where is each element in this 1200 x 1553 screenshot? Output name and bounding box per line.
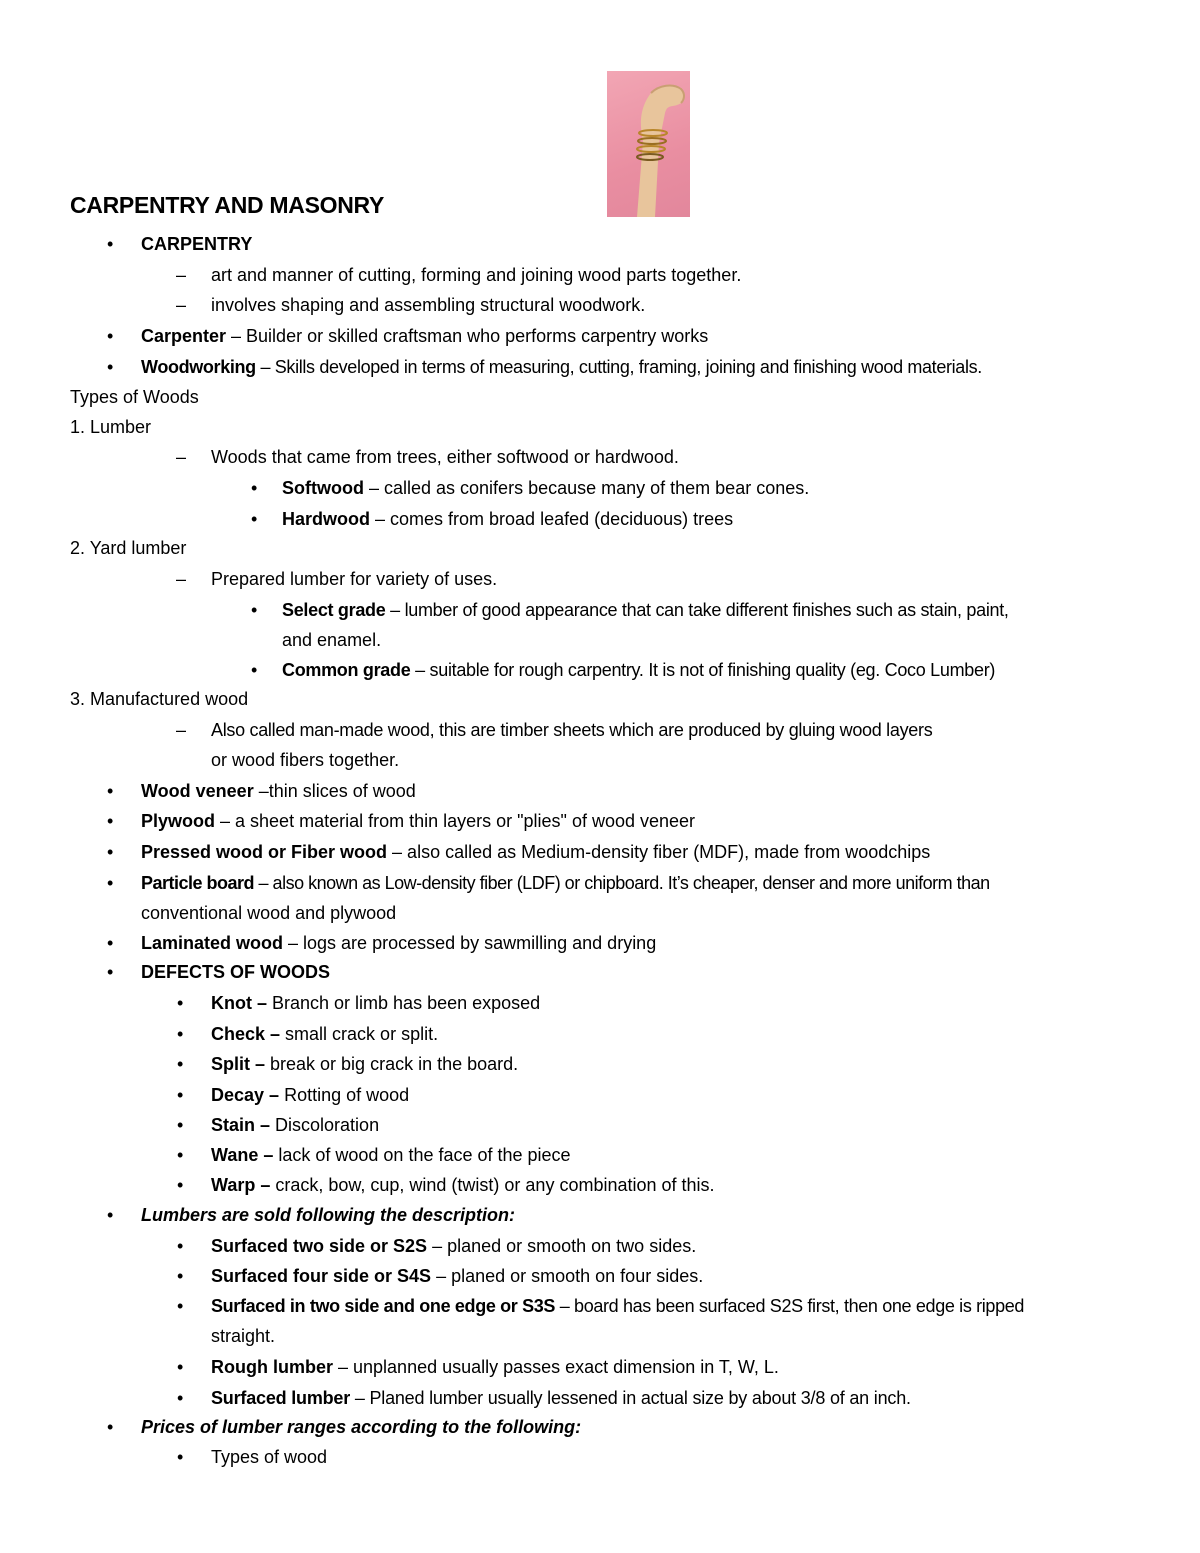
list-item <box>141 932 656 954</box>
definition: – suitable for rough carpentry. It is not of finishing quality (eg. Coco Lumber) <box>410 660 996 680</box>
list-item <box>282 659 995 681</box>
term: Woodworking <box>141 357 256 377</box>
term: Surfaced four side or S4S <box>211 1266 432 1286</box>
text-line: Prepared lumber for variety of uses. <box>211 569 498 589</box>
bullet: • <box>107 873 114 893</box>
term: Wood veneer <box>141 781 254 801</box>
list-item <box>211 1144 571 1166</box>
list-item <box>282 477 809 499</box>
definition: Discoloration <box>270 1115 380 1135</box>
list-item <box>211 1356 779 1378</box>
bullet: • <box>107 326 114 346</box>
term: Softwood <box>282 478 364 498</box>
text-line: Woods that came from trees, either softwood or hardwood. <box>211 447 679 467</box>
definition: – also called as Medium-density fiber (MDF), made from woodchips <box>387 842 931 862</box>
numbered-heading: 2. Yard lumber <box>70 538 187 558</box>
bullet: • <box>177 1296 184 1316</box>
term: Select grade <box>282 600 386 620</box>
list-item <box>282 599 1009 621</box>
bullet: • <box>107 234 114 254</box>
definition: –thin slices of wood <box>253 781 416 801</box>
definition: break or big crack in the board. <box>265 1054 519 1074</box>
bullet: • <box>177 1175 184 1195</box>
term: Rough lumber <box>211 1357 333 1377</box>
definition: Branch or limb has been exposed <box>267 993 541 1013</box>
term: Split – <box>211 1054 266 1074</box>
bullet: • <box>177 1115 184 1135</box>
list-item <box>211 1265 703 1287</box>
bullet: • <box>107 1205 114 1225</box>
text-line: involves shaping and assembling structural woodwork. <box>211 295 646 315</box>
bullet: • <box>177 1054 184 1074</box>
list-item <box>141 325 708 347</box>
list-item <box>211 992 540 1014</box>
bullet: • <box>177 1388 184 1408</box>
bullet: • <box>251 600 258 620</box>
bullet: • <box>177 1236 184 1256</box>
bullet: • <box>251 478 258 498</box>
bullet: • <box>177 1024 184 1044</box>
dash: – <box>176 720 187 740</box>
list-item: Types of wood <box>211 1447 328 1467</box>
list-item <box>141 810 695 832</box>
term: Wane – <box>211 1145 274 1165</box>
definition: – a sheet material from thin layers or "plies" of wood veneer <box>215 811 696 831</box>
term: Check – <box>211 1024 281 1044</box>
list-item <box>211 1174 715 1196</box>
list-item <box>282 508 733 530</box>
definition: crack, bow, cup, wind (twist) or any combination of this. <box>270 1175 715 1195</box>
term: Laminated wood <box>141 933 284 953</box>
text-line: straight. <box>211 1326 276 1346</box>
term: Surfaced in two side and one edge or S3S <box>211 1296 556 1316</box>
list-item <box>141 356 982 378</box>
list-item <box>211 1084 409 1106</box>
definition: – Skills developed in terms of measuring, cutting, framing, joining and finishing wood materials. <box>255 357 982 377</box>
text-line: Also called man-made wood, this are timber sheets which are produced by gluing wood layers <box>211 720 933 740</box>
bullet: • <box>177 1266 184 1286</box>
bullet: • <box>177 1447 184 1467</box>
bullet: • <box>107 1417 114 1437</box>
definition: – planed or smooth on four sides. <box>431 1266 704 1286</box>
dash: – <box>176 295 187 315</box>
heading-prices: Prices of lumber ranges according to the following: <box>141 1417 582 1437</box>
text-line: conventional wood and plywood <box>141 903 397 923</box>
list-item <box>211 1295 1024 1317</box>
term: Knot – <box>211 993 267 1013</box>
numbered-heading: 3. Manufactured wood <box>70 689 249 709</box>
list-item <box>211 1053 518 1075</box>
text-line: art and manner of cutting, forming and joining wood parts together. <box>211 265 742 285</box>
term: Particle board <box>141 873 255 893</box>
definition: – Planed lumber usually lessened in actual size by about 3/8 of an inch. <box>350 1388 911 1408</box>
heading-defects: DEFECTS OF WOODS <box>141 962 330 982</box>
bullet: • <box>177 1145 184 1165</box>
bullet: • <box>177 993 184 1013</box>
bullet: • <box>177 1085 184 1105</box>
definition: – lumber of good appearance that can take different finishes such as stain, paint, <box>385 600 1009 620</box>
heading-lumbers-sold: Lumbers are sold following the description: <box>141 1205 516 1225</box>
text-line: and enamel. <box>282 630 382 650</box>
term: Carpenter <box>141 326 227 346</box>
definition: – Builder or skilled craftsman who performs carpentry works <box>226 326 709 346</box>
definition: lack of wood on the face of the piece <box>273 1145 571 1165</box>
definition: – comes from broad leafed (deciduous) trees <box>370 509 734 529</box>
definition: – also known as Low-density fiber (LDF) or chipboard. It’s cheaper, denser and more uniform than <box>254 873 990 893</box>
list-item <box>211 1023 438 1045</box>
term: Surfaced lumber <box>211 1388 351 1408</box>
bullet: • <box>107 842 114 862</box>
bullet: • <box>251 660 258 680</box>
list-item <box>141 780 416 802</box>
definition: – board has been surfaced S2S first, then one edge is ripped <box>555 1296 1025 1316</box>
bullet: • <box>107 962 114 982</box>
definition: small crack or split. <box>280 1024 439 1044</box>
section-heading: Types of Woods <box>70 387 199 407</box>
definition: Rotting of wood <box>279 1085 410 1105</box>
list-item <box>211 1114 379 1136</box>
header-photo <box>607 71 690 217</box>
page-title: CARPENTRY AND MASONRY <box>70 192 385 218</box>
bullet: • <box>107 811 114 831</box>
term: Hardwood <box>282 509 370 529</box>
bullet: • <box>107 781 114 801</box>
term: Pressed wood or Fiber wood <box>141 842 388 862</box>
definition: – planed or smooth on two sides. <box>427 1236 697 1256</box>
list-item <box>211 1235 696 1257</box>
hand-with-rings-icon <box>607 71 690 217</box>
term: Stain – <box>211 1115 271 1135</box>
definition: – logs are processed by sawmilling and drying <box>283 933 657 953</box>
list-item <box>141 841 930 863</box>
bullet: • <box>251 509 258 529</box>
list-item <box>141 872 990 894</box>
text-line: or wood fibers together. <box>211 750 400 770</box>
term: Decay – <box>211 1085 280 1105</box>
term: Warp – <box>211 1175 271 1195</box>
bullet: • <box>107 933 114 953</box>
heading-carpentry: CARPENTRY <box>141 234 253 254</box>
bullet: • <box>107 357 114 377</box>
list-item <box>211 1387 911 1409</box>
definition: – called as conifers because many of them bear cones. <box>363 478 810 498</box>
dash: – <box>176 447 187 467</box>
definition: – unplanned usually passes exact dimension in T, W, L. <box>333 1357 779 1377</box>
dash: – <box>176 265 187 285</box>
term: Surfaced two side or S2S <box>211 1236 428 1256</box>
term: Plywood <box>141 811 216 831</box>
bullet: • <box>177 1357 184 1377</box>
dash: – <box>176 569 187 589</box>
numbered-heading: 1. Lumber <box>70 417 152 437</box>
term: Common grade <box>282 660 411 680</box>
